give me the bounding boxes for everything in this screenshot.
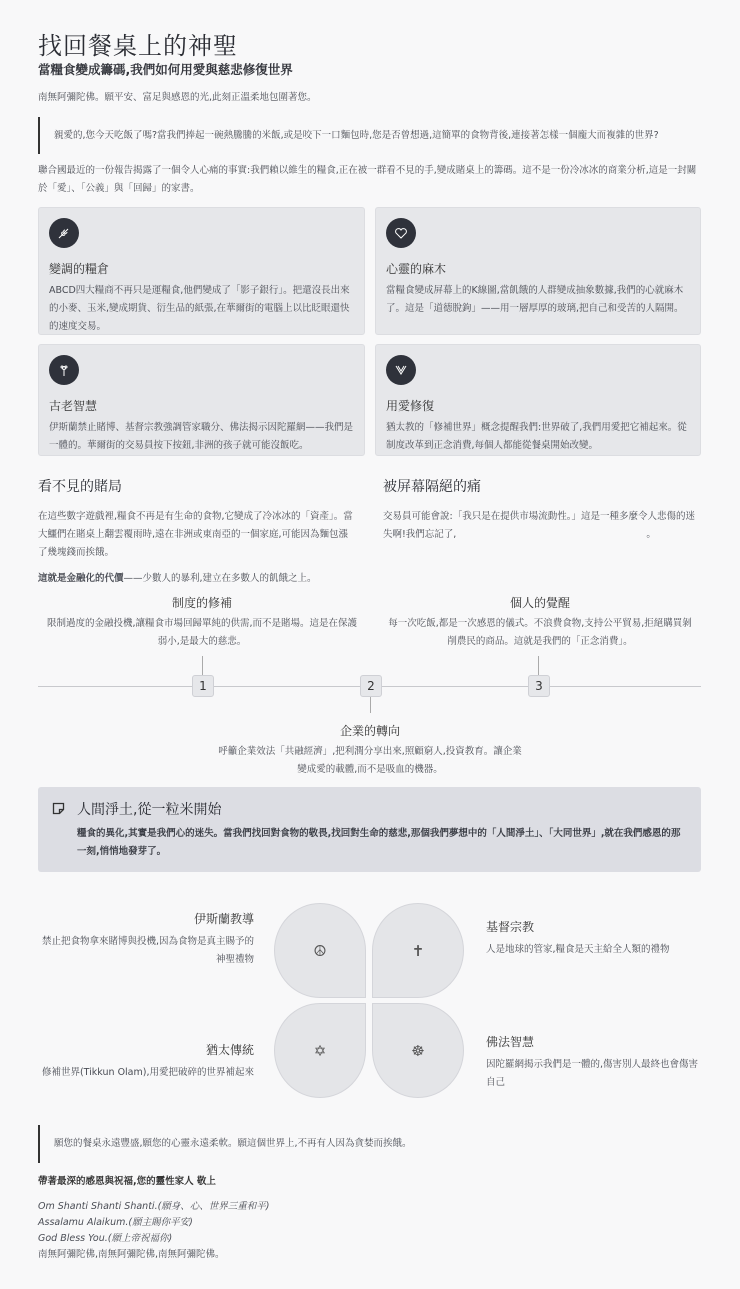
step-3: 3 [528,675,550,697]
greeting: 南無阿彌陀佛。願平安、富足與感恩的光,此刻正溫柔地包圍著您。 [38,92,317,103]
timeline-title: 企業的轉向 [339,724,400,738]
flower-icon [49,355,79,385]
signature: 帶著最深的感恩與祝福,您的靈性家人 敬上 [38,1176,216,1187]
timeline-text: 每一次吃飯,都是一次感恩的儀式。不浪費食物,支持公平貿易,拒絕購買剝削農民的商品。這就是我們的「正念消費」。 [388,618,692,647]
card-repair [375,344,701,456]
hands-icon [386,355,416,385]
star-of-david-icon: ✡ [274,1003,366,1098]
section-title: 被屏幕隔絕的痛 [383,479,481,495]
intro-paragraph: 聯合國最近的一份報告揭露了一個令人心痛的事實:我們賴以維生的糧食,正在被一群看不見的手,變成賭桌上的籌碼。這不是一份冷冰冰的商業分析,這是一封關於「愛」、「公義」與「回歸」的家書。 [38,165,697,194]
card-title: 心靈的麻木 [386,262,447,276]
text-tail: 。 [646,529,656,540]
connector [538,656,539,675]
religion-islam [40,910,254,969]
blessing-line: Om Shanti Shanti Shanti.(願身、心、世界三重和平) [38,1201,270,1212]
card-text: 當糧食變成屏幕上的K線圖,當飢餓的人群變成抽象數據,我們的心就麻木了。這是「道德脫鉤」——用一層厚厚的玻璃,把自己和受苦的人隔開。 [386,285,684,314]
section-title: 看不見的賭局 [38,479,122,495]
religion-buddhism [486,1033,700,1092]
page-title: 找回餐桌上的神聖 [38,32,238,60]
quote-text: 親愛的,您今天吃飯了嗎?當我們捧起一碗熱騰騰的米飯,或是咬下一口麵包時,您是否曾想過,這簡單的食物背後,連接著怎樣一個龐大而複雜的世界? [54,129,659,141]
card-title: 變調的糧倉 [49,262,110,276]
religion-title: 佛法智慧 [486,1035,535,1049]
note-icon [52,800,65,819]
connector [202,656,203,675]
timeline-title: 制度的修補 [171,596,232,610]
card-title: 用愛修復 [386,399,435,413]
callout-title: 人間淨土,從一粒米開始 [77,802,222,818]
text-main: 交易員可能會說:「我只是在提供市場流動性。」這是一種多麼令人悲傷的迷失啊!我們忘記了, [383,511,695,540]
blessing-line: God Bless You.(願上帝祝福你) [38,1233,173,1244]
cross-icon: ✝ [372,903,464,998]
closing-quote [38,1125,700,1163]
religion-text: 因陀羅網揭示我們是一體的,傷害別人最終也會傷害自己 [486,1059,699,1088]
card-text: 伊斯蘭禁止賭博、基督宗教強調管家職分、佛法揭示因陀羅網——我們是一體的。華爾街的交易員按下按鈕,非洲的孩子就可能沒飯吃。 [49,422,354,451]
religion-title: 基督宗教 [486,920,535,934]
section-screen-pain [383,476,701,544]
religion-text: 禁止把食物拿來賭博與投機,因為食物是真主賜予的神聖禮物 [41,936,254,965]
timeline-item-1 [44,594,360,651]
quote-text: 願您的餐桌永遠豐盛,願您的心靈永遠柔軟。願這個世界上,不再有人因為貪婪而挨餓。 [54,1138,412,1149]
callout-text: 糧食的異化,其實是我們心的迷失。當我們找回對食物的敬畏,找回對生命的慈悲,那個我們夢想中的「人間淨土」、「大同世界」,就在我們感恩的那一刻,悄悄地發芽了。 [77,828,681,857]
bold-phrase: 這就是金融化的代價 [38,573,124,584]
religion-christianity [486,918,700,959]
dharma-wheel-icon: ☸ [372,1003,464,1098]
religion-judaism [40,1041,254,1082]
card-wisdom [38,344,365,456]
religion-text: 修補世界(Tikkun Olam),用愛把破碎的世界補起來 [41,1067,254,1078]
timeline-item-2 [215,722,525,779]
conclusion-rest: ——少數人的暴利,建立在多數人的飢餓之上。 [123,573,317,584]
religion-text: 人是地球的管家,糧食是天主給全人類的禮物 [486,944,670,955]
pure-land-callout [38,787,701,872]
card-text: 猶太教的「修補世界」概念提醒我們:世界破了,我們用愛把它補起來。從制度改革到正念消費,每個人都能從餐桌開始改變。 [386,422,687,451]
section-hidden-gamble [38,476,356,588]
card-title: 古老智慧 [49,399,98,413]
heart-icon [386,218,416,248]
section-conclusion [38,570,356,588]
peace-icon: ☮ [274,903,366,998]
timeline-text: 呼籲企業效法「共融經濟」,把利潤分享出來,照顧窮人,投資教育。讓企業變成愛的載體,而不是吸血的機器。 [218,746,522,775]
timeline-item-3 [385,594,695,651]
opening-quote [38,117,700,154]
wheat-icon [49,218,79,248]
step-1: 1 [192,675,214,697]
section-text [383,508,701,544]
blessings [38,1199,270,1263]
card-granary [38,207,365,335]
section-text: 在這些數字遊戲裡,糧食不再是有生命的食物,它變成了冷冰冰的「資產」。當大鱷們在賭桌上翻雲覆雨時,遠在非洲或東南亞的一個家庭,可能因為麵包漲了幾塊錢而挨餓。 [38,511,353,558]
step-2: 2 [360,675,382,697]
final-line: 南無阿彌陀佛,南無阿彌陀佛,南無阿彌陀佛。 [38,1249,225,1260]
connector [370,697,371,713]
card-text: ABCD四大糧商不再只是運糧食,他們變成了「影子銀行」。把還沒長出來的小麥、玉米,變成期貨、衍生品的紙張,在華爾街的電腦上以比眨眼還快的速度交易。 [49,285,350,332]
timeline-title: 個人的覺醒 [509,596,570,610]
religion-title: 猶太傳統 [205,1043,254,1057]
page-subtitle: 當糧食變成籌碼,我們如何用愛與慈悲修復世界 [38,62,293,77]
card-numbness [375,207,701,335]
timeline-text: 限制過度的金融投機,讓糧食市場回歸單純的供需,而不是賭場。這是在保護弱小,是最大的慈悲。 [46,618,358,647]
blessing-line: Assalamu Alaikum.(願主賜你平安) [38,1217,193,1228]
religion-title: 伊斯蘭教導 [193,912,254,926]
